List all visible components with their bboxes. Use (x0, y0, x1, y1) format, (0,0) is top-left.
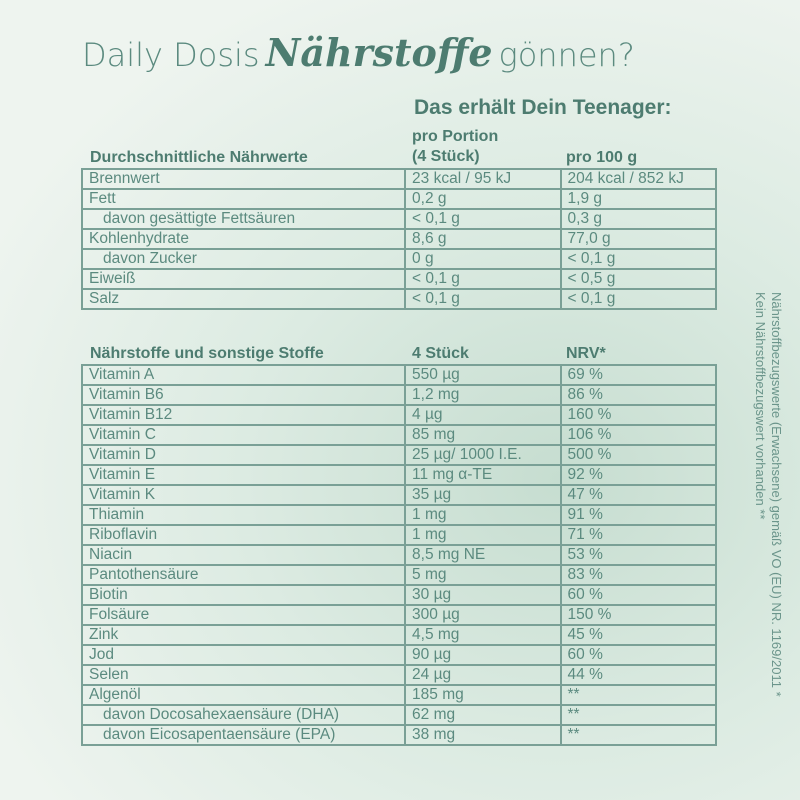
row-label: Vitamin D (82, 445, 405, 465)
row-label: Vitamin K (82, 485, 405, 505)
table-row (82, 465, 716, 485)
row-value-secondary: < 0,1 g (561, 289, 716, 309)
row-value-secondary: < 0,5 g (561, 269, 716, 289)
table-row (82, 385, 716, 405)
table-row (82, 645, 716, 665)
title-suffix: gönnen? (498, 36, 635, 74)
table-row (82, 269, 716, 289)
nutrition-col-portion-header (412, 127, 498, 167)
nutrients-table-header-label: Nährstoffe und sonstige Stoffe (90, 345, 324, 362)
row-value-secondary: 0,3 g (561, 209, 716, 229)
row-label: Salz (82, 289, 405, 309)
row-value: 0 g (405, 249, 560, 269)
table-row (82, 405, 716, 425)
row-label: davon Zucker (82, 249, 405, 269)
table-row (82, 189, 716, 209)
row-value-secondary: 45 % (561, 625, 716, 645)
table-row (82, 605, 716, 625)
table-row (82, 505, 716, 525)
footnotes (752, 292, 784, 697)
table-row (82, 525, 716, 545)
table-row (82, 365, 716, 385)
row-value: 1 mg (405, 525, 560, 545)
table-row (82, 665, 716, 685)
row-label: Folsäure (82, 605, 405, 625)
row-value-secondary: ** (561, 725, 716, 745)
table-row (82, 425, 716, 445)
row-value-secondary: 91 % (561, 505, 716, 525)
title-highlight: Nährstoffe (265, 30, 493, 75)
row-value: 550 µg (405, 365, 560, 385)
footnote-no-nrv: Kein Nährstoffbezugswert vorhanden ** (753, 292, 768, 520)
nutrients-col-nrv-header: NRV* (566, 345, 606, 362)
row-value-secondary: 47 % (561, 485, 716, 505)
table-row (82, 685, 716, 705)
row-value-secondary: 150 % (561, 605, 716, 625)
nutrition-table (81, 168, 717, 310)
footnote-nrv: Nährstoffbezugswerte (Erwachsene) gemäß VO (EU) NR. 1169/2011 * (769, 292, 784, 697)
row-value: 30 µg (405, 585, 560, 605)
row-value: 1,2 mg (405, 385, 560, 405)
table-row (82, 585, 716, 605)
row-label: Vitamin E (82, 465, 405, 485)
row-value: 90 µg (405, 645, 560, 665)
table-row (82, 625, 716, 645)
row-label: Vitamin B6 (82, 385, 405, 405)
portion-header-line1: pro Portion (412, 128, 499, 145)
page-title (82, 30, 635, 75)
row-label: Thiamin (82, 505, 405, 525)
portion-header-line2: (4 Stück) (412, 148, 480, 165)
row-value: 62 mg (405, 705, 560, 725)
row-value: 25 µg/ 1000 I.E. (405, 445, 560, 465)
row-label: Kohlenhydrate (82, 229, 405, 249)
row-value: 300 µg (405, 605, 560, 625)
row-value-secondary: ** (561, 705, 716, 725)
row-value-secondary: 69 % (561, 365, 716, 385)
row-value-secondary: 60 % (561, 645, 716, 665)
row-value-secondary: ** (561, 685, 716, 705)
row-value-secondary: 86 % (561, 385, 716, 405)
nutrients-table (81, 364, 717, 746)
nutrition-table-header-label: Durchschnittliche Nährwerte (90, 149, 308, 166)
row-label: Pantothensäure (82, 565, 405, 585)
row-value: < 0,1 g (405, 269, 560, 289)
row-value: 85 mg (405, 425, 560, 445)
row-value: < 0,1 g (405, 209, 560, 229)
row-label: Vitamin C (82, 425, 405, 445)
table-row (82, 445, 716, 465)
title-prefix: Daily Dosis (82, 36, 260, 74)
row-value: 8,6 g (405, 229, 560, 249)
row-value: 4 µg (405, 405, 560, 425)
table-row (82, 545, 716, 565)
row-value: 23 kcal / 95 kJ (405, 169, 560, 189)
row-value: 5 mg (405, 565, 560, 585)
row-label: Biotin (82, 585, 405, 605)
row-value: 1 mg (405, 505, 560, 525)
row-label: Fett (82, 189, 405, 209)
row-value-secondary: < 0,1 g (561, 249, 716, 269)
row-value-secondary: 106 % (561, 425, 716, 445)
row-value-secondary: 160 % (561, 405, 716, 425)
row-value: 11 mg α-TE (405, 465, 560, 485)
row-value-secondary: 71 % (561, 525, 716, 545)
row-label: Zink (82, 625, 405, 645)
table-row (82, 565, 716, 585)
row-value: 38 mg (405, 725, 560, 745)
row-label: Niacin (82, 545, 405, 565)
row-value-secondary: 44 % (561, 665, 716, 685)
row-value: 8,5 mg NE (405, 545, 560, 565)
row-label: Eiweiß (82, 269, 405, 289)
row-label: Brennwert (82, 169, 405, 189)
row-label: davon Eicosapentaensäure (EPA) (82, 725, 405, 745)
row-label: Jod (82, 645, 405, 665)
row-label: davon Docosahexaensäure (DHA) (82, 705, 405, 725)
table-row (82, 249, 716, 269)
row-label: Selen (82, 665, 405, 685)
table-row (82, 209, 716, 229)
row-value-secondary: 1,9 g (561, 189, 716, 209)
row-value: 35 µg (405, 485, 560, 505)
row-value-secondary: 500 % (561, 445, 716, 465)
table-row (82, 289, 716, 309)
table-row (82, 705, 716, 725)
table-row (82, 485, 716, 505)
row-value: < 0,1 g (405, 289, 560, 309)
row-value: 185 mg (405, 685, 560, 705)
row-label: Algenöl (82, 685, 405, 705)
row-value: 0,2 g (405, 189, 560, 209)
row-label: Vitamin B12 (82, 405, 405, 425)
row-label: davon gesättigte Fettsäuren (82, 209, 405, 229)
table-row (82, 725, 716, 745)
nutrients-col-amount-header: 4 Stück (412, 345, 469, 362)
row-value-secondary: 83 % (561, 565, 716, 585)
table-row (82, 169, 716, 189)
table-row (82, 229, 716, 249)
nutrition-col-per100-header: pro 100 g (566, 149, 638, 166)
row-label: Vitamin A (82, 365, 405, 385)
row-label: Riboflavin (82, 525, 405, 545)
row-value: 24 µg (405, 665, 560, 685)
row-value-secondary: 60 % (561, 585, 716, 605)
row-value-secondary: 53 % (561, 545, 716, 565)
row-value-secondary: 92 % (561, 465, 716, 485)
row-value-secondary: 77,0 g (561, 229, 716, 249)
row-value: 4,5 mg (405, 625, 560, 645)
subtitle: Das erhält Dein Teenager: (414, 96, 672, 119)
row-value-secondary: 204 kcal / 852 kJ (561, 169, 716, 189)
